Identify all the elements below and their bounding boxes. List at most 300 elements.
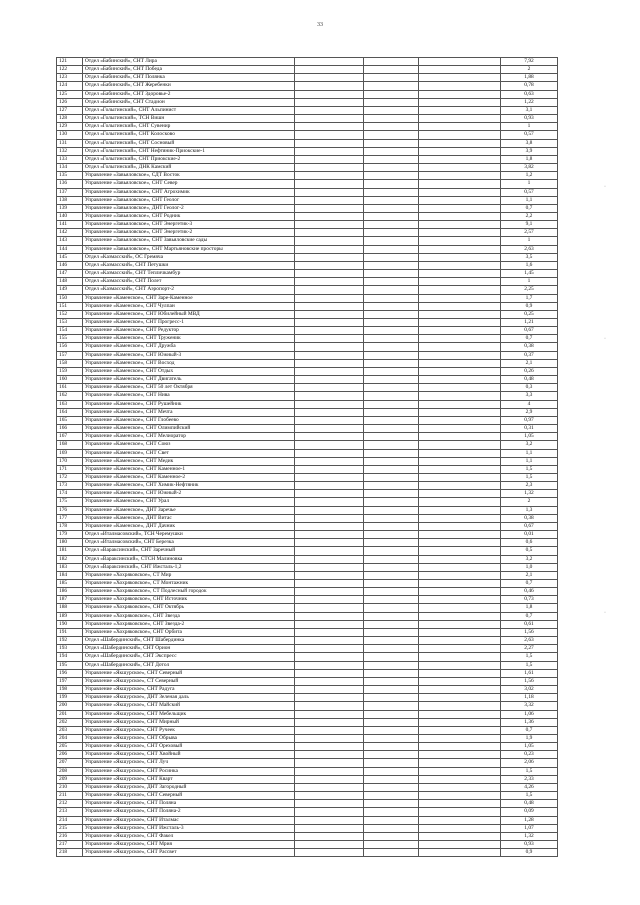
row-empty-cell <box>364 237 419 245</box>
table-row <box>57 147 558 155</box>
row-empty-cell <box>295 82 364 90</box>
row-value-cell: 1,1 <box>501 457 558 465</box>
row-number-cell: 152 <box>57 310 83 318</box>
row-number-cell: 162 <box>57 392 83 400</box>
row-empty-cell <box>364 653 419 661</box>
row-name-cell: Управление «Якшурское», СНТ Луч <box>82 759 294 767</box>
row-value-cell: 0,97 <box>501 416 558 424</box>
row-name-cell: Управление «Якшурское», ДНТ Зеленая даль <box>82 694 294 702</box>
row-empty-cell <box>419 645 501 653</box>
row-number-cell: 151 <box>57 302 83 310</box>
row-empty-cell <box>295 702 364 710</box>
row-number-cell: 125 <box>57 90 83 98</box>
row-value-cell: 1,1 <box>501 449 558 457</box>
margin-mark: · <box>604 336 606 342</box>
table-row <box>57 229 558 237</box>
row-empty-cell <box>364 384 419 392</box>
row-number-cell: 194 <box>57 653 83 661</box>
row-value-cell: 0,48 <box>501 376 558 384</box>
row-number-cell: 208 <box>57 767 83 775</box>
row-name-cell: Отдел «Италмасовский», ТСН Черемушки <box>82 531 294 539</box>
row-empty-cell <box>295 261 364 269</box>
row-empty-cell <box>364 490 419 498</box>
row-empty-cell <box>364 694 419 702</box>
table-row <box>57 498 558 506</box>
table-row <box>57 677 558 685</box>
row-value-cell: 0,26 <box>501 367 558 375</box>
row-empty-cell <box>295 384 364 392</box>
row-empty-cell <box>419 302 501 310</box>
row-number-cell: 138 <box>57 196 83 204</box>
row-empty-cell <box>295 335 364 343</box>
row-empty-cell <box>295 792 364 800</box>
row-empty-cell <box>419 767 501 775</box>
row-empty-cell <box>419 710 501 718</box>
row-value-cell: 2,33 <box>501 775 558 783</box>
table-row <box>57 196 558 204</box>
row-empty-cell <box>364 253 419 261</box>
row-empty-cell <box>295 547 364 555</box>
row-empty-cell <box>364 588 419 596</box>
row-value-cell: 0,5 <box>501 547 558 555</box>
table-row <box>57 261 558 269</box>
row-empty-cell <box>364 841 419 849</box>
row-number-cell: 209 <box>57 775 83 783</box>
row-number-cell: 198 <box>57 686 83 694</box>
row-empty-cell <box>419 400 501 408</box>
row-value-cell: 2,3 <box>501 482 558 490</box>
row-name-cell: Управление «Каменское», СНТ Рушейник <box>82 400 294 408</box>
row-empty-cell <box>419 718 501 726</box>
row-number-cell: 133 <box>57 155 83 163</box>
row-empty-cell <box>295 351 364 359</box>
row-empty-cell <box>364 351 419 359</box>
row-name-cell: Управление «Хохряковское», СТ Мир <box>82 571 294 579</box>
row-empty-cell <box>364 751 419 759</box>
row-value-cell: 1,8 <box>501 155 558 163</box>
table-row <box>57 694 558 702</box>
table-row <box>57 270 558 278</box>
row-empty-cell <box>364 465 419 473</box>
row-value-cell: 0,7 <box>501 204 558 212</box>
table-row <box>57 164 558 172</box>
row-number-cell: 158 <box>57 359 83 367</box>
row-number-cell: 143 <box>57 237 83 245</box>
row-empty-cell <box>419 604 501 612</box>
row-value-cell: 1 <box>501 278 558 286</box>
row-empty-cell <box>364 514 419 522</box>
row-empty-cell <box>295 278 364 286</box>
table-row <box>57 775 558 783</box>
row-empty-cell <box>419 441 501 449</box>
table-row <box>57 473 558 481</box>
row-empty-cell <box>295 849 364 857</box>
row-number-cell: 156 <box>57 343 83 351</box>
row-value-cell: 1,56 <box>501 628 558 636</box>
row-empty-cell <box>364 115 419 123</box>
row-empty-cell <box>419 661 501 669</box>
row-empty-cell <box>364 172 419 180</box>
row-empty-cell <box>364 408 419 416</box>
row-value-cell: 2,2 <box>501 212 558 220</box>
row-empty-cell <box>295 164 364 172</box>
row-name-cell: Управление «Хохряковское», СНТ Источник <box>82 596 294 604</box>
row-value-cell: 0,3 <box>501 384 558 392</box>
table-row <box>57 531 558 539</box>
row-empty-cell <box>295 734 364 742</box>
row-empty-cell <box>295 677 364 685</box>
row-value-cell: 0,9 <box>501 849 558 857</box>
table-row <box>57 66 558 74</box>
row-name-cell: Отдел «Голыгинский», СНТ Нефтяник-Приокские-1 <box>82 147 294 155</box>
row-number-cell: 168 <box>57 441 83 449</box>
row-name-cell: Управление «Хохряковское», СНТ Звезда-2 <box>82 620 294 628</box>
row-name-cell: Управление «Каменское», СНТ Каменное-1 <box>82 465 294 473</box>
row-number-cell: 122 <box>57 66 83 74</box>
row-empty-cell <box>364 188 419 196</box>
row-empty-cell <box>295 473 364 481</box>
row-empty-cell <box>419 196 501 204</box>
row-empty-cell <box>364 612 419 620</box>
row-value-cell: 4 <box>501 400 558 408</box>
row-empty-cell <box>419 808 501 816</box>
row-number-cell: 172 <box>57 473 83 481</box>
row-value-cell: 0,7 <box>501 580 558 588</box>
row-name-cell: Отдел «Голыгинский», СНТ Альпинист <box>82 106 294 114</box>
row-value-cell: 0,23 <box>501 751 558 759</box>
row-number-cell: 195 <box>57 661 83 669</box>
table-row <box>57 783 558 791</box>
row-empty-cell <box>295 433 364 441</box>
row-empty-cell <box>364 278 419 286</box>
row-empty-cell <box>295 302 364 310</box>
row-empty-cell <box>419 115 501 123</box>
row-empty-cell <box>364 620 419 628</box>
row-empty-cell <box>295 270 364 278</box>
row-value-cell: 0,38 <box>501 514 558 522</box>
row-empty-cell <box>419 172 501 180</box>
row-empty-cell <box>295 832 364 840</box>
row-empty-cell <box>364 245 419 253</box>
row-number-cell: 157 <box>57 351 83 359</box>
row-value-cell: 1,06 <box>501 710 558 718</box>
row-name-cell: Управление «Каменское», СНТ Химик-Нефтяник <box>82 482 294 490</box>
row-empty-cell <box>295 286 364 294</box>
row-empty-cell <box>364 473 419 481</box>
row-number-cell: 124 <box>57 82 83 90</box>
row-value-cell: 0,48 <box>501 800 558 808</box>
row-value-cell: 1 <box>501 237 558 245</box>
row-empty-cell <box>419 783 501 791</box>
row-empty-cell <box>295 571 364 579</box>
row-empty-cell <box>364 849 419 857</box>
row-empty-cell <box>364 604 419 612</box>
row-empty-cell <box>419 278 501 286</box>
row-empty-cell <box>419 139 501 147</box>
row-name-cell: Отдел «Бабинский», СНТ Жеребенки <box>82 82 294 90</box>
row-empty-cell <box>364 759 419 767</box>
row-name-cell: Управление «Якшурское», ДНТ Загородный <box>82 783 294 791</box>
row-empty-cell <box>419 327 501 335</box>
row-empty-cell <box>295 816 364 824</box>
table-row <box>57 384 558 392</box>
row-name-cell: Отдел «Казмасский», СНТ Аэропорт-2 <box>82 286 294 294</box>
row-empty-cell <box>295 180 364 188</box>
row-empty-cell <box>419 702 501 710</box>
table-row <box>57 490 558 498</box>
row-value-cell: 1,5 <box>501 792 558 800</box>
row-number-cell: 127 <box>57 106 83 114</box>
row-empty-cell <box>364 498 419 506</box>
row-empty-cell <box>364 539 419 547</box>
row-empty-cell <box>419 734 501 742</box>
row-empty-cell <box>419 824 501 832</box>
row-number-cell: 129 <box>57 123 83 131</box>
row-empty-cell <box>419 253 501 261</box>
table-row <box>57 612 558 620</box>
row-name-cell: Отдел «Голыгинский», ТСН Вишн <box>82 115 294 123</box>
row-name-cell: Управление «Завьяловское», СНТ Завьяловские сады <box>82 237 294 245</box>
table-row <box>57 343 558 351</box>
table-row <box>57 522 558 530</box>
row-empty-cell <box>364 131 419 139</box>
row-number-cell: 211 <box>57 792 83 800</box>
row-name-cell: Управление «Каменское», СНТ Дружба <box>82 343 294 351</box>
row-empty-cell <box>419 775 501 783</box>
row-value-cell: 1,3 <box>501 506 558 514</box>
row-empty-cell <box>295 98 364 106</box>
row-empty-cell <box>364 270 419 278</box>
row-value-cell: 0,61 <box>501 620 558 628</box>
row-value-cell: 2,63 <box>501 637 558 645</box>
row-empty-cell <box>364 90 419 98</box>
row-name-cell: Отдел «Казмасский», СНТ Полет <box>82 278 294 286</box>
row-empty-cell <box>419 82 501 90</box>
table-row <box>57 718 558 726</box>
row-empty-cell <box>295 465 364 473</box>
table-row <box>57 123 558 131</box>
row-empty-cell <box>419 310 501 318</box>
row-empty-cell <box>364 376 419 384</box>
row-empty-cell <box>295 457 364 465</box>
row-name-cell: Управление «Каменское», СНТ Отдых <box>82 367 294 375</box>
row-name-cell: Управление «Якшурское», СНТ Мрия <box>82 841 294 849</box>
row-name-cell: Управление «Якшурское», СНТ Майский <box>82 702 294 710</box>
row-empty-cell <box>419 531 501 539</box>
row-number-cell: 171 <box>57 465 83 473</box>
row-empty-cell <box>295 808 364 816</box>
row-number-cell: 212 <box>57 800 83 808</box>
row-name-cell: Отдел «Вараксинский», СНТ Заречный <box>82 547 294 555</box>
row-empty-cell <box>419 147 501 155</box>
row-empty-cell <box>419 628 501 636</box>
table-body <box>57 58 558 857</box>
row-empty-cell <box>419 335 501 343</box>
row-empty-cell <box>295 115 364 123</box>
row-number-cell: 150 <box>57 294 83 302</box>
table-row <box>57 294 558 302</box>
row-number-cell: 146 <box>57 261 83 269</box>
table-row <box>57 449 558 457</box>
row-value-cell: 0,7 <box>501 612 558 620</box>
row-number-cell: 183 <box>57 563 83 571</box>
row-name-cell: Управление «Каменское», СНТ Союз <box>82 441 294 449</box>
row-name-cell: Управление «Завьяловское», СНТ Энергетик-2 <box>82 229 294 237</box>
row-empty-cell <box>364 335 419 343</box>
row-value-cell: 1,32 <box>501 832 558 840</box>
row-empty-cell <box>295 580 364 588</box>
table-row <box>57 726 558 734</box>
row-value-cell: 0,57 <box>501 188 558 196</box>
row-empty-cell <box>419 588 501 596</box>
table-row <box>57 359 558 367</box>
row-empty-cell <box>364 661 419 669</box>
table-row <box>57 604 558 612</box>
row-value-cell: 1,61 <box>501 669 558 677</box>
table-row <box>57 588 558 596</box>
row-value-cell: 2,63 <box>501 245 558 253</box>
row-value-cell: 4,26 <box>501 783 558 791</box>
row-empty-cell <box>295 588 364 596</box>
row-value-cell: 1,45 <box>501 270 558 278</box>
row-empty-cell <box>295 408 364 416</box>
row-name-cell: Отдел «Бабинский», СНТ Стадион <box>82 98 294 106</box>
row-empty-cell <box>364 645 419 653</box>
table-row <box>57 482 558 490</box>
table-row <box>57 816 558 824</box>
row-number-cell: 216 <box>57 832 83 840</box>
row-empty-cell <box>419 66 501 74</box>
row-empty-cell <box>364 571 419 579</box>
row-empty-cell <box>364 686 419 694</box>
row-empty-cell <box>364 816 419 824</box>
row-empty-cell <box>364 229 419 237</box>
table-row <box>57 74 558 82</box>
row-empty-cell <box>364 433 419 441</box>
table-row <box>57 172 558 180</box>
row-name-cell: Отдел «Шабердинский», СНТ Орион <box>82 645 294 653</box>
row-name-cell: Отдел «Вараксинский», СТСН Малиновка <box>82 555 294 563</box>
row-empty-cell <box>295 555 364 563</box>
row-empty-cell <box>419 596 501 604</box>
row-number-cell: 196 <box>57 669 83 677</box>
row-value-cell: 2,06 <box>501 759 558 767</box>
row-empty-cell <box>364 98 419 106</box>
table-row <box>57 767 558 775</box>
table-row <box>57 710 558 718</box>
row-empty-cell <box>295 359 364 367</box>
table-row <box>57 131 558 139</box>
row-name-cell: Управление «Каменское», СНТ Южный-3 <box>82 351 294 359</box>
row-number-cell: 186 <box>57 588 83 596</box>
row-number-cell: 140 <box>57 212 83 220</box>
row-number-cell: 192 <box>57 637 83 645</box>
row-value-cell: 1,6 <box>501 261 558 269</box>
table-row <box>57 212 558 220</box>
row-value-cell: 1,05 <box>501 743 558 751</box>
row-empty-cell <box>295 604 364 612</box>
table-row <box>57 237 558 245</box>
row-number-cell: 142 <box>57 229 83 237</box>
row-empty-cell <box>295 319 364 327</box>
row-name-cell: Отдел «Голыгинский», СНТ Колосково <box>82 131 294 139</box>
row-name-cell: Управление «Якшурское», СНТ Факел <box>82 832 294 840</box>
table-row <box>57 841 558 849</box>
table-row <box>57 832 558 840</box>
row-value-cell: 1,5 <box>501 767 558 775</box>
row-empty-cell <box>295 514 364 522</box>
row-name-cell: Управление «Завьяловское», СНТ Энергетик-3 <box>82 221 294 229</box>
row-value-cell: 2,25 <box>501 286 558 294</box>
row-number-cell: 139 <box>57 204 83 212</box>
row-empty-cell <box>364 832 419 840</box>
row-empty-cell <box>364 139 419 147</box>
row-name-cell: Отдел «Шабердинский», СНТ Дотол <box>82 661 294 669</box>
row-value-cell: 0,37 <box>501 351 558 359</box>
row-name-cell: Управление «Завьяловское», СНТ Мартьяновские просторы <box>82 245 294 253</box>
row-name-cell: Управление «Каменское», СНТ 50 лет Октября <box>82 384 294 392</box>
row-name-cell: Отдел «Голыгинский», ДНК Камский <box>82 164 294 172</box>
row-value-cell: 0,7 <box>501 726 558 734</box>
row-value-cell: 1,0 <box>501 563 558 571</box>
row-number-cell: 161 <box>57 384 83 392</box>
row-empty-cell <box>419 800 501 808</box>
row-empty-cell <box>419 204 501 212</box>
row-name-cell: Управление «Каменское», СНТ Юбилейный МВД <box>82 310 294 318</box>
row-empty-cell <box>364 702 419 710</box>
row-empty-cell <box>364 123 419 131</box>
row-empty-cell <box>419 620 501 628</box>
row-empty-cell <box>295 155 364 163</box>
row-empty-cell <box>419 653 501 661</box>
row-empty-cell <box>419 514 501 522</box>
row-name-cell: Отдел «Шабердинский», СНТ Экспресс <box>82 653 294 661</box>
table-row <box>57 106 558 114</box>
row-name-cell: Управление «Каменское», СНТ Олимпийский <box>82 425 294 433</box>
row-empty-cell <box>364 416 419 424</box>
row-empty-cell <box>295 751 364 759</box>
row-name-cell: Управление «Каменское», СНТ Урал <box>82 498 294 506</box>
row-empty-cell <box>419 270 501 278</box>
row-value-cell: 0,6 <box>501 539 558 547</box>
row-value-cell: 3,3 <box>501 392 558 400</box>
row-name-cell: Управление «Каменское», СНТ Прогресс-1 <box>82 319 294 327</box>
row-empty-cell <box>364 58 419 66</box>
row-value-cell: 0,7 <box>501 335 558 343</box>
row-empty-cell <box>364 547 419 555</box>
row-empty-cell <box>419 547 501 555</box>
row-empty-cell <box>419 563 501 571</box>
row-value-cell: 0,46 <box>501 588 558 596</box>
row-empty-cell <box>295 196 364 204</box>
row-empty-cell <box>295 229 364 237</box>
row-empty-cell <box>419 816 501 824</box>
row-empty-cell <box>419 164 501 172</box>
row-value-cell: 9,1 <box>501 221 558 229</box>
row-value-cell: 1,1 <box>501 196 558 204</box>
row-name-cell: Отдел «Бабинский», СНТ Здоровье-2 <box>82 90 294 98</box>
row-name-cell: Управление «Каменское», СНТ Мелиоратор <box>82 433 294 441</box>
row-value-cell: 2,1 <box>501 571 558 579</box>
table-row <box>57 669 558 677</box>
row-empty-cell <box>295 237 364 245</box>
row-number-cell: 210 <box>57 783 83 791</box>
table-row <box>57 335 558 343</box>
table-row <box>57 425 558 433</box>
row-empty-cell <box>295 74 364 82</box>
row-empty-cell <box>295 425 364 433</box>
row-number-cell: 218 <box>57 849 83 857</box>
